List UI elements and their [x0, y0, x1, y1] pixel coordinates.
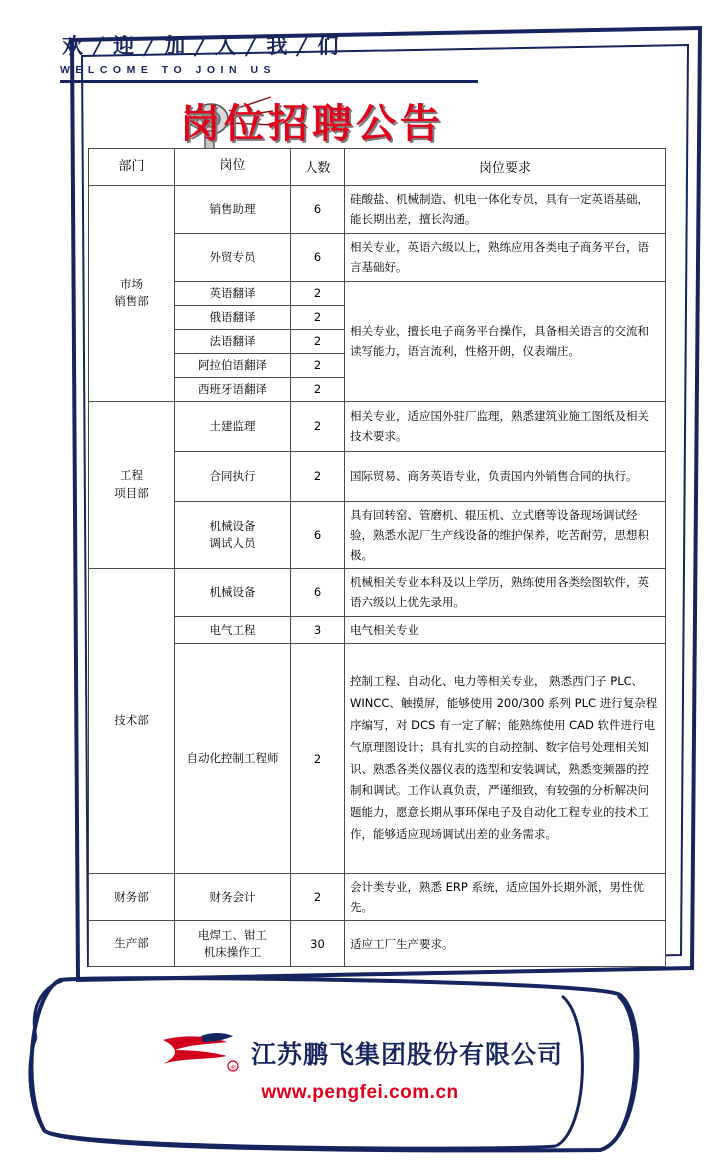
requirement-cell: 相关专业，适应国外驻厂监理，熟悉建筑业施工图纸及相关技术要求。 — [345, 401, 666, 451]
post-cell: 英语翻译 — [175, 281, 291, 305]
requirement-cell: 电气相关专业 — [345, 616, 666, 643]
post-cell: 俄语翻译 — [175, 305, 291, 329]
welcome-separator: / — [295, 32, 310, 60]
company-name: 江苏鹏飞集团股份有限公司 — [250, 1040, 563, 1069]
welcome-char: 我 — [266, 34, 288, 58]
welcome-char: 欢 — [62, 34, 83, 58]
table-row — [89, 501, 666, 568]
count-cell: 6 — [291, 568, 345, 616]
dept-cell: 工程 项目部 — [89, 401, 175, 568]
count-cell: 6 — [291, 185, 345, 233]
svg-text:®: ® — [230, 1064, 237, 1072]
post-cell: 阿拉伯语翻译 — [175, 353, 291, 377]
count-cell: 6 — [291, 233, 345, 281]
welcome-char: 迎 — [113, 34, 135, 58]
table-row — [89, 921, 666, 967]
dept-cell: 技术部 — [89, 568, 175, 873]
welcome-strip — [60, 18, 480, 90]
column-header-post: 岗位 — [175, 149, 291, 186]
welcome-char: 入 — [215, 34, 237, 58]
welcome-chinese — [60, 18, 480, 60]
welcome-separator: / — [142, 32, 157, 60]
post-cell: 财务会计 — [175, 874, 291, 921]
company-website: www.pengfei.com.cn — [261, 1082, 459, 1103]
column-header-count: 人数 — [291, 149, 345, 186]
post-cell: 合同执行 — [175, 451, 291, 501]
welcome-underline — [60, 80, 478, 83]
dept-cell: 财务部 — [89, 874, 175, 921]
count-cell: 2 — [291, 644, 345, 874]
table-row — [89, 644, 666, 874]
poster-title-wrap — [180, 92, 680, 150]
pengfei-logo-icon — [157, 1030, 241, 1076]
welcome-char: 们 — [317, 34, 339, 58]
count-cell: 2 — [291, 377, 345, 401]
count-cell: 30 — [291, 921, 345, 967]
requirement-cell: 国际贸易、商务英语专业，负责国内外销售合同的执行。 — [345, 451, 666, 501]
requirement-cell: 具有回转窑、管磨机、辊压机、立式磨等设备现场调试经验，熟悉水泥厂生产线设备的维护保养，吃苦耐劳，思想积极。 — [345, 501, 666, 568]
post-cell: 机械设备 调试人员 — [175, 501, 291, 568]
svg-text:飞: 飞 — [208, 1045, 218, 1055]
count-cell: 2 — [291, 353, 345, 377]
jobs-table — [88, 148, 666, 967]
post-cell: 电气工程 — [175, 616, 291, 643]
count-cell: 6 — [291, 501, 345, 568]
count-cell: 2 — [291, 329, 345, 353]
table-row — [89, 616, 666, 643]
footer-company-row — [0, 1030, 720, 1076]
welcome-separator: / — [91, 32, 106, 60]
post-cell: 电焊工、钳工 机床操作工 — [175, 921, 291, 967]
requirement-cell: 相关专业，英语六级以上，熟练应用各类电子商务平台，语言基础好。 — [345, 233, 666, 281]
post-cell: 土建监理 — [175, 401, 291, 451]
table-row — [89, 233, 666, 281]
count-cell: 2 — [291, 874, 345, 921]
requirement-cell: 机械相关专业本科及以上学历，熟练使用各类绘图软件，英语六级以上优先录用。 — [345, 568, 666, 616]
page-title: 岗位招聘公告 — [180, 101, 444, 147]
requirement-cell: 控制工程、自动化、电力等相关专业， 熟悉西门子 PLC、WINCC、触摸屏，能够使用 200/300 系列 PLC 进行复杂程序编写，对 DCS 有一定了解；能熟练使用 CAD 软件进行电气原理图设计；具有扎实的自动控制、数字信号处理相关知识、熟悉各类仪器仪表的选型和安装调试，熟悉变频器的控制和调试。工作认真负责，严谨细致，有较强的分析解决问题能力，愿意长期从事环保电子及自动化工程专业的技术工作，能够适应现场调试出差的业务需求。 — [345, 644, 666, 874]
dept-cell: 市场 销售部 — [89, 185, 175, 401]
requirement-cell: 会计类专业，熟悉 ERP 系统，适应国外长期外派，男性优先。 — [345, 874, 666, 921]
post-cell: 西班牙语翻译 — [175, 377, 291, 401]
jobs-table-wrap — [88, 148, 666, 967]
table-row — [89, 568, 666, 616]
welcome-separator: / — [244, 32, 259, 60]
post-cell: 销售助理 — [175, 185, 291, 233]
table-header-row — [89, 149, 666, 186]
count-cell: 2 — [291, 281, 345, 305]
dept-cell: 生产部 — [89, 921, 175, 967]
table-row — [89, 451, 666, 501]
table-row — [89, 401, 666, 451]
table-row — [89, 185, 666, 233]
welcome-separator: / — [193, 32, 208, 60]
requirement-cell: 硅酸盐、机械制造、机电一体化专员，具有一定英语基础，能长期出差，擅长沟通。 — [345, 185, 666, 233]
welcome-char: 加 — [164, 34, 186, 58]
requirement-cell: 相关专业，擅长电子商务平台操作，具备相关语言的交流和读写能力，语言流利，性格开朗，仪表端庄。 — [345, 281, 666, 401]
count-cell: 2 — [291, 401, 345, 451]
footer — [0, 1030, 720, 1104]
column-header-requirements: 岗位要求 — [345, 149, 666, 186]
post-cell: 外贸专员 — [175, 233, 291, 281]
post-cell: 自动化控制工程师 — [175, 644, 291, 874]
post-cell: 法语翻译 — [175, 329, 291, 353]
requirement-cell: 适应工厂生产要求。 — [345, 921, 666, 967]
count-cell: 2 — [291, 305, 345, 329]
column-header-dept: 部门 — [89, 149, 175, 186]
post-cell: 机械设备 — [175, 568, 291, 616]
table-row — [89, 874, 666, 921]
count-cell: 2 — [291, 451, 345, 501]
count-cell: 3 — [291, 616, 345, 643]
table-row — [89, 281, 666, 305]
welcome-english: WELCOME TO JOIN US — [60, 64, 277, 76]
